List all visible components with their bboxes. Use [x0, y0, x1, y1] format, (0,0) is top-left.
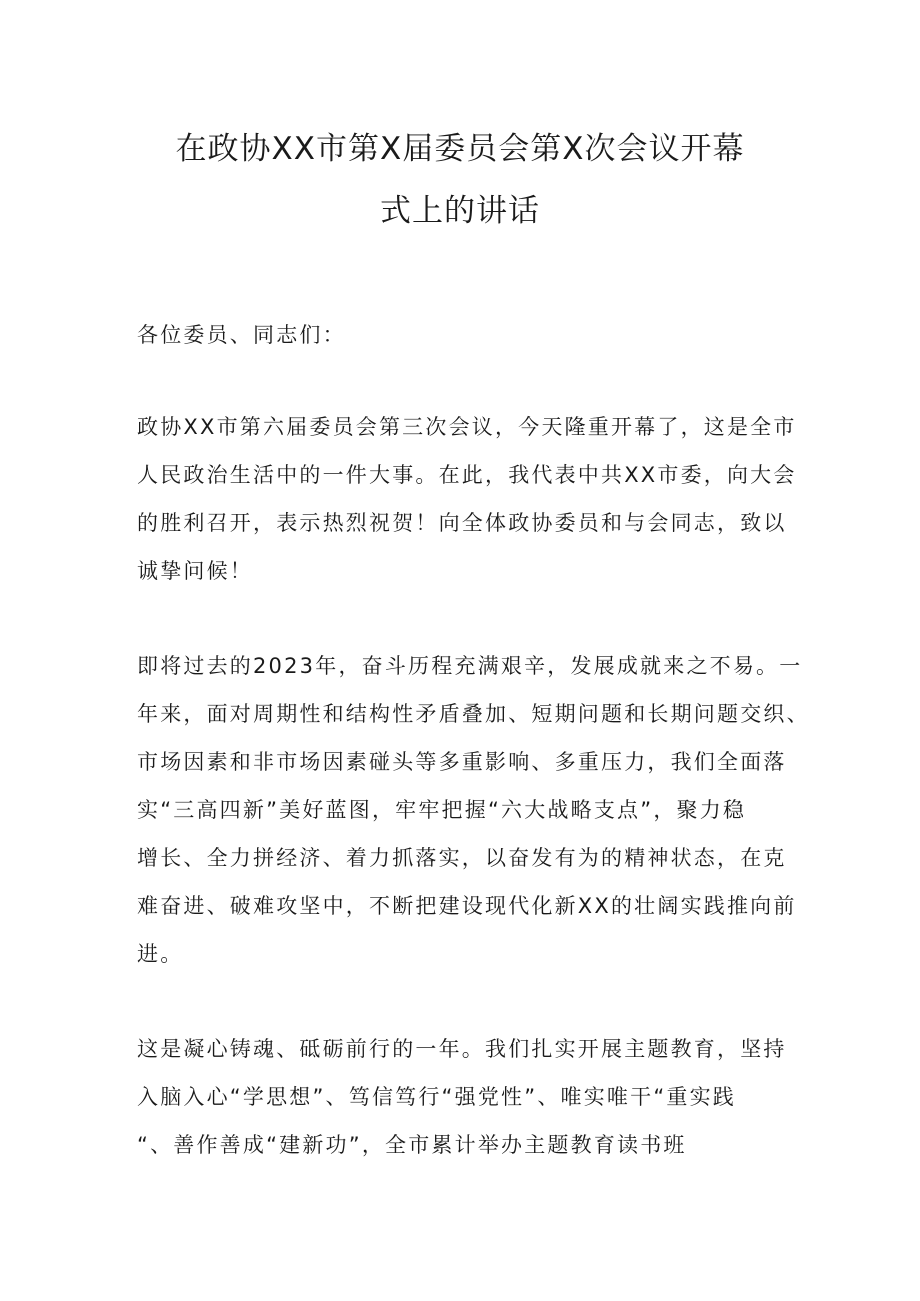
text-line: 入脑入心“学思想”、笃信笃行“强党性”、唯实唯干“重实践	[137, 1085, 736, 1109]
document-title	[130, 118, 790, 242]
paragraph-opening	[137, 403, 797, 595]
text-line: 进。	[137, 942, 184, 966]
text-line: 人民政治生活中的一件大事。在此，我代表中共XX市委，向大会	[137, 463, 797, 487]
text-line: 年来，面对周期性和结构性矛盾叠加、短期问题和长期问题交织、	[137, 702, 810, 726]
paragraph-review	[137, 642, 810, 978]
text-line: 实“三高四新”美好蓝图，牢牢把握“六大战略支点”，聚力稳	[137, 798, 747, 822]
text-line: 的胜利召开，表示热烈祝贺！向全体政协委员和与会同志，致以	[137, 511, 787, 535]
text-line: 诚挚问候！	[137, 559, 253, 583]
text-line: 这是凝心铸魂、砥砺前行的一年。我们扎实开展主题教育，坚持	[137, 1037, 787, 1061]
text-line: 即将过去的2023年，奋斗历程充满艰辛，发展成就来之不易。一	[137, 654, 803, 678]
title-line: 式上的讲话	[380, 193, 540, 229]
title-line: 在政协XX市第X届委员会第X次会议开幕	[175, 131, 745, 167]
text-line: 市场因素和非市场因素碰头等多重影响、多重压力，我们全面落	[137, 750, 787, 774]
salutation: 各位委员、同志们：	[137, 323, 346, 347]
paragraph-education	[137, 1025, 797, 1169]
text-line: 增长、全力拼经济、着力抓落实，以奋发有为的精神状态，在克	[137, 846, 787, 870]
text-line: “、善作善成“建新功”，全市累计举办主题教育读书班	[137, 1133, 687, 1157]
text-line: 难奋进、破难攻坚中，不断把建设现代化新XX的壮阔实践推向前	[137, 894, 797, 918]
text-line: 政协XX市第六届委员会第三次会议，今天隆重开幕了，这是全市	[137, 415, 797, 439]
